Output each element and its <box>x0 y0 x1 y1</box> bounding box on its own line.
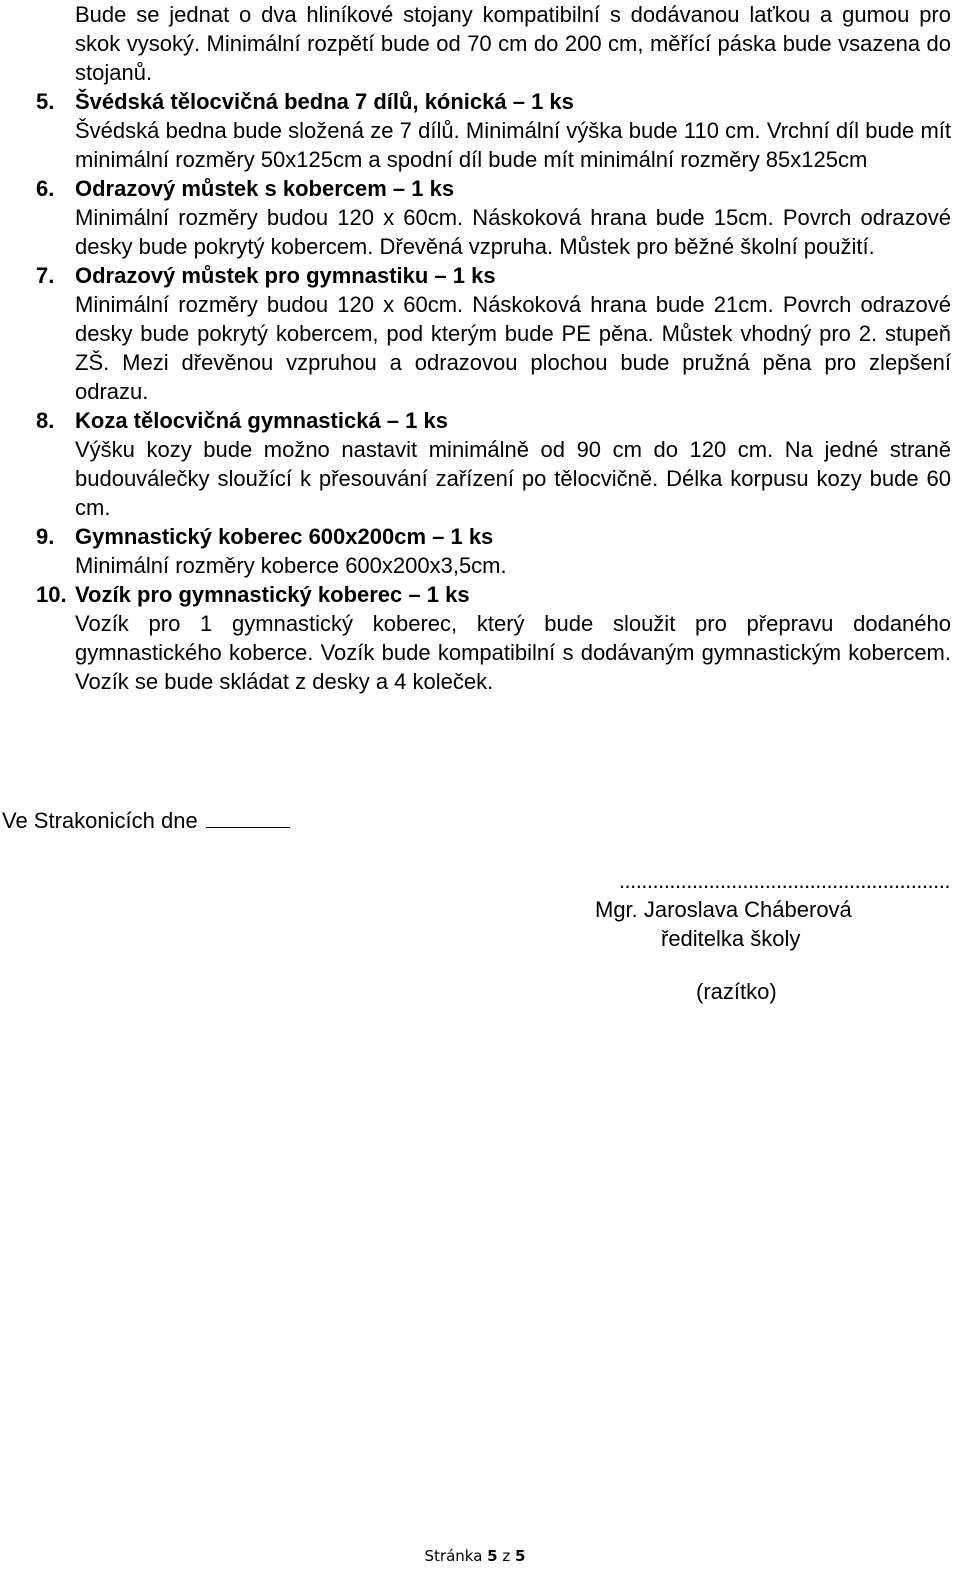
item-title: Koza tělocvičná gymnastická – 1 ks <box>75 408 448 433</box>
item-body: Švédská bedna bude složená ze 7 dílů. Minimální výška bude 110 cm. Vrchní díl bude mít minimální rozměry 50x125cm a spodní díl bude mít minimální rozměry 85x125cm <box>75 118 951 172</box>
item-title: Vozík pro gymnastický koberec – 1 ks <box>75 582 470 607</box>
place-date-line <box>2 806 290 835</box>
stamp-placeholder: (razítko) <box>696 979 777 1004</box>
item-body: Minimální rozměry budou 120 x 60cm. Náskoková hrana bude 21cm. Povrch odrazové desky bude pokrytý kobercem, pod kterým bude PE pěna. Můstek vhodný pro 2. stupeň ZŠ. Mezi dřevěnou vzpruhou a odrazovou plochou bude pružná pěna pro zlepšení odrazu. <box>75 292 951 404</box>
date-blank-line <box>206 807 290 828</box>
item-number: 9. <box>36 524 55 549</box>
item-body: Výšku kozy bude možno nastavit minimálně od 90 cm do 120 cm. Na jedné straně budouválečky sloužící k přesouvání zařízení po tělocvičně. Délka korpusu kozy bude 60 cm. <box>75 437 951 520</box>
page-footer <box>0 1546 950 1566</box>
item-list <box>36 0 951 696</box>
item-title: Gymnastický koberec 600x200cm – 1 ks <box>75 524 494 549</box>
list-item <box>36 522 951 580</box>
item-number: 5. <box>36 89 55 114</box>
item-body: Minimální rozměry budou 120 x 60cm. Náskoková hrana bude 15cm. Povrch odrazové desky bude pokrytý kobercem. Dřevěná vzpruha. Můstek pro běžné školní použití. <box>75 205 951 259</box>
list-item <box>36 174 951 261</box>
item-body: Minimální rozměry koberce 600x200x3,5cm. <box>75 553 507 578</box>
item-title: Odrazový můstek s kobercem – 1 ks <box>75 176 455 201</box>
place-date-label: Ve Strakonicích dne <box>2 808 198 833</box>
item-body: Vozík pro 1 gymnastický koberec, který bude sloužit pro přepravu dodaného gymnastického koberce. Vozík bude kompatibilní s dodávaným gymnastickým kobercem. Vozík se bude skládat z desky a 4 koleček. <box>75 611 951 694</box>
item-title: Odrazový můstek pro gymnastiku – 1 ks <box>75 263 496 288</box>
item-number: 6. <box>36 176 55 201</box>
list-item <box>36 87 951 174</box>
list-item <box>36 406 951 522</box>
item-title: Švédská tělocvičná bedna 7 dílů, kónická – 1 ks <box>75 89 574 114</box>
item-number: 10. <box>36 582 67 607</box>
signature-block <box>540 866 950 953</box>
item-number: 7. <box>36 263 55 288</box>
footer-separator: z <box>502 1547 511 1565</box>
signatory-name: Mgr. Jaroslava Cháberová <box>595 897 852 922</box>
list-item <box>36 261 951 406</box>
list-item <box>36 580 951 696</box>
intro-paragraph: Bude se jednat o dva hliníkové stojany kompatibilní s dodávanou laťkou a gumou pro skok vysoký. Minimální rozpětí bude od 70 cm do 200 cm, měřící páska bude vsazena do stojanů. <box>75 2 951 85</box>
item-number: 8. <box>36 408 55 433</box>
signature-line: ........................................................... <box>618 868 950 893</box>
footer-current-page: 5 <box>487 1547 498 1565</box>
footer-label: Stránka <box>424 1547 483 1565</box>
signatory-role: ředitelka školy <box>661 926 801 951</box>
footer-total-pages: 5 <box>515 1547 526 1565</box>
